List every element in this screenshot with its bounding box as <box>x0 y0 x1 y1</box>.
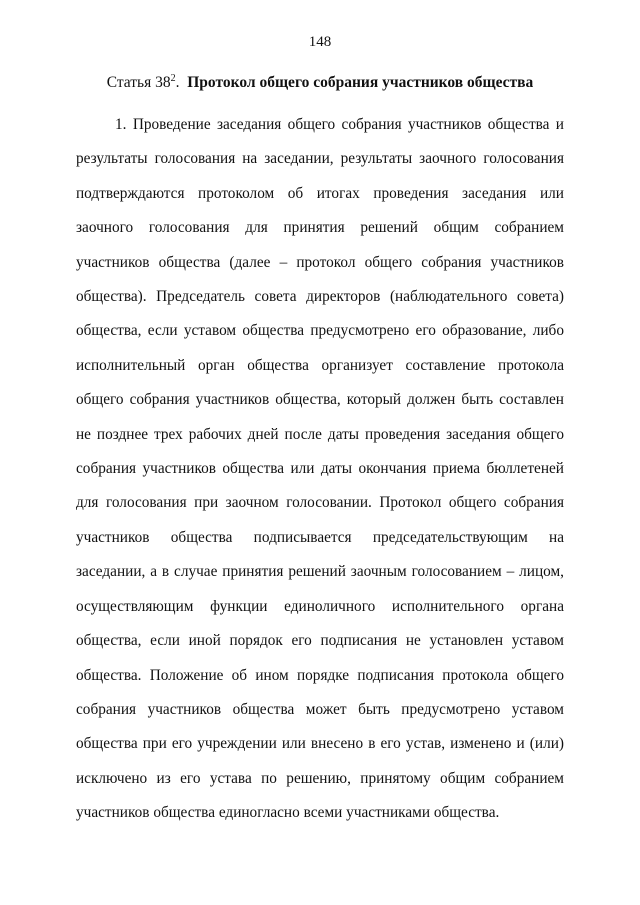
article-heading <box>0 74 640 92</box>
article-number-superscript: 2 <box>170 72 176 84</box>
article-paragraph-1: 1. Проведение заседания общего собрания участников общества и результаты голосования на заседании, результаты заочного голосования подтверждаются протоколом об итогах проведения заседания или заочного голосования для принятия решений общим собранием участников общества (далее – протокол общего собрания участников общества). Председатель совета директоров (наблюдательного совета) общества, если уставом общества предусмотрено его образование, либо исполнительный орган общества организует составление протокола общего собрания участников общества, который должен быть составлен не позднее трех рабочих дней после даты проведения заседания общего собрания участников общества или даты окончания приема бюллетеней для голосования при заочном голосовании. Протокол общего собрания участников общества подписывается председательствующим на заседании, а в случае принятия решений заочным голосованием – лицом, осуществляющим функции единоличного исполнительного органа общества, если иной порядок его подписания не установлен уставом общества. Положение об ином порядке подписания протокола общего собрания участников общества может быть предусмотрено уставом общества при его учреждении или внесено в его устав, изменено и (или) исключено из его устава по решению, принятому общим собранием участников общества единогласно всеми участниками общества. <box>76 116 564 822</box>
article-number-label: Статья 38 <box>106 74 171 91</box>
page-number: 148 <box>308 34 332 50</box>
article-title: Протокол общего собрания участников общества <box>187 74 534 91</box>
article-number-period: . <box>175 74 180 91</box>
